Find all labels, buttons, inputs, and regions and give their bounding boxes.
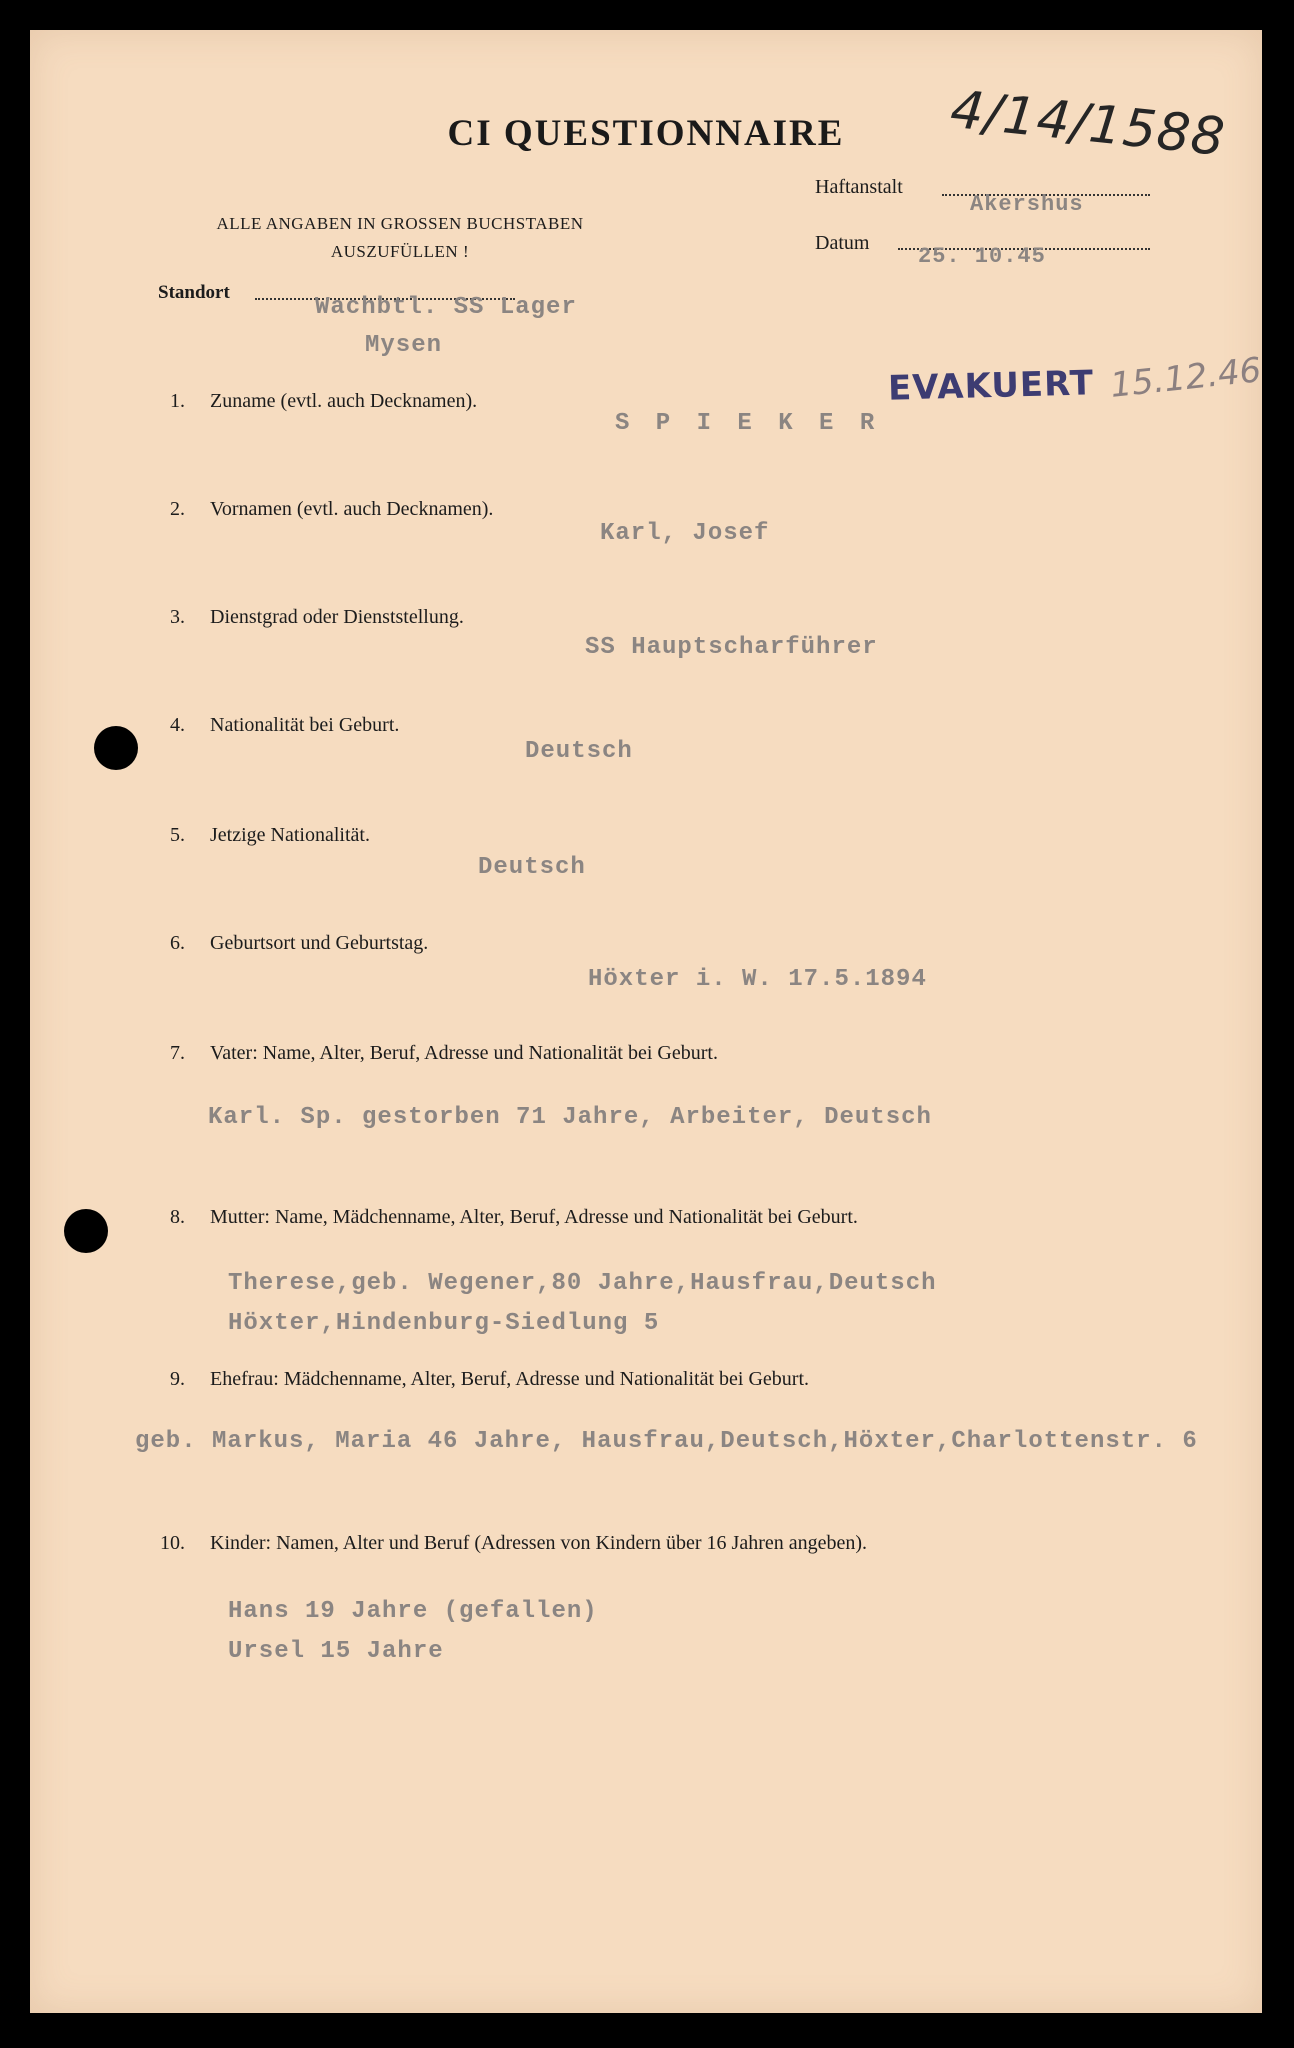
- answer-3: SS Hauptscharführer: [585, 634, 878, 661]
- evakuert-stamp: EVAKUERT: [887, 363, 1095, 409]
- question-label: Ehefrau: Mädchenname, Alter, Beruf, Adresse und Nationalität bei Geburt.: [210, 1368, 810, 1390]
- question-5: [170, 824, 370, 847]
- question-number: 1.: [170, 390, 185, 412]
- answer-2: Karl, Josef: [600, 520, 770, 547]
- instruction-block: [180, 210, 620, 266]
- question-3: [170, 606, 464, 629]
- answer-9: geb. Markus, Maria 46 Jahre, Hausfrau,Deutsch,Höxter,Charlottenstr. 6: [135, 1428, 1198, 1455]
- datum-label: Datum: [815, 232, 870, 254]
- question-label: Vornamen (evtl. auch Decknamen).: [210, 498, 494, 520]
- answer-1: S P I E K E R: [615, 410, 881, 437]
- question-number: 2.: [170, 498, 185, 520]
- datum-value: 25. 10.45: [918, 244, 1046, 269]
- standort-value-2: Mysen: [365, 332, 443, 359]
- question-number: 5.: [170, 824, 185, 846]
- question-8: [170, 1206, 858, 1229]
- questionnaire-page: [30, 30, 1262, 2013]
- standort-label: Standort: [158, 282, 230, 303]
- haftanstalt-label: Haftanstalt: [815, 176, 903, 198]
- question-1: [170, 390, 477, 413]
- question-label: Nationalität bei Geburt.: [210, 714, 400, 736]
- page-title: CI QUESTIONNAIRE: [447, 113, 845, 154]
- punch-hole-bottom: [64, 1209, 108, 1253]
- question-9: [170, 1368, 809, 1391]
- question-number: 3.: [170, 606, 185, 628]
- handwritten-stamp-date: 15.12.46: [1108, 350, 1264, 406]
- question-4: [170, 714, 399, 737]
- question-label: Jetzige Nationalität.: [210, 824, 370, 846]
- question-6: [170, 932, 428, 955]
- question-number: 9.: [170, 1368, 185, 1390]
- instruction-line-2: AUSZUFÜLLEN !: [330, 242, 470, 261]
- question-number: 6.: [170, 932, 185, 954]
- question-number: 7.: [170, 1042, 185, 1064]
- question-10: [160, 1532, 867, 1555]
- standort-value-1: Wachbtl. SS Lager: [315, 294, 577, 321]
- answer-5: Deutsch: [478, 854, 586, 881]
- question-label: Mutter: Name, Mädchenname, Alter, Beruf, Adresse und Nationalität bei Geburt.: [210, 1206, 858, 1228]
- question-label: Dienstgrad oder Dienststellung.: [210, 606, 464, 628]
- question-7: [170, 1042, 718, 1065]
- punch-hole-top: [94, 726, 138, 770]
- question-label: Kinder: Namen, Alter und Beruf (Adressen von Kindern über 16 Jahren angeben).: [210, 1532, 868, 1554]
- question-label: Geburtsort und Geburtstag.: [210, 932, 429, 954]
- question-number: 8.: [170, 1206, 185, 1228]
- haftanstalt-value: Akershus: [970, 192, 1084, 217]
- answer-8-line-2: Höxter,Hindenburg-Siedlung 5: [228, 1310, 660, 1337]
- answer-4: Deutsch: [525, 738, 633, 765]
- question-number: 10.: [160, 1532, 185, 1554]
- question-label: Zuname (evtl. auch Decknamen).: [210, 390, 478, 412]
- instruction-line-1: ALLE ANGABEN IN GROSSEN BUCHSTABEN: [216, 214, 584, 233]
- question-label: Vater: Name, Alter, Beruf, Adresse und Nationalität bei Geburt.: [210, 1042, 718, 1064]
- answer-10-line-2: Ursel 15 Jahre: [228, 1638, 444, 1665]
- answer-10-line-1: Hans 19 Jahre (gefallen): [228, 1598, 598, 1625]
- handwritten-file-number: 4/14/1588: [947, 79, 1229, 169]
- question-number: 4.: [170, 714, 185, 736]
- answer-6: Höxter i. W. 17.5.1894: [588, 966, 927, 993]
- question-2: [170, 498, 493, 521]
- answer-8-line-1: Therese,geb. Wegener,80 Jahre,Hausfrau,Deutsch: [228, 1270, 937, 1297]
- answer-7: Karl. Sp. gestorben 71 Jahre, Arbeiter, Deutsch: [208, 1104, 932, 1131]
